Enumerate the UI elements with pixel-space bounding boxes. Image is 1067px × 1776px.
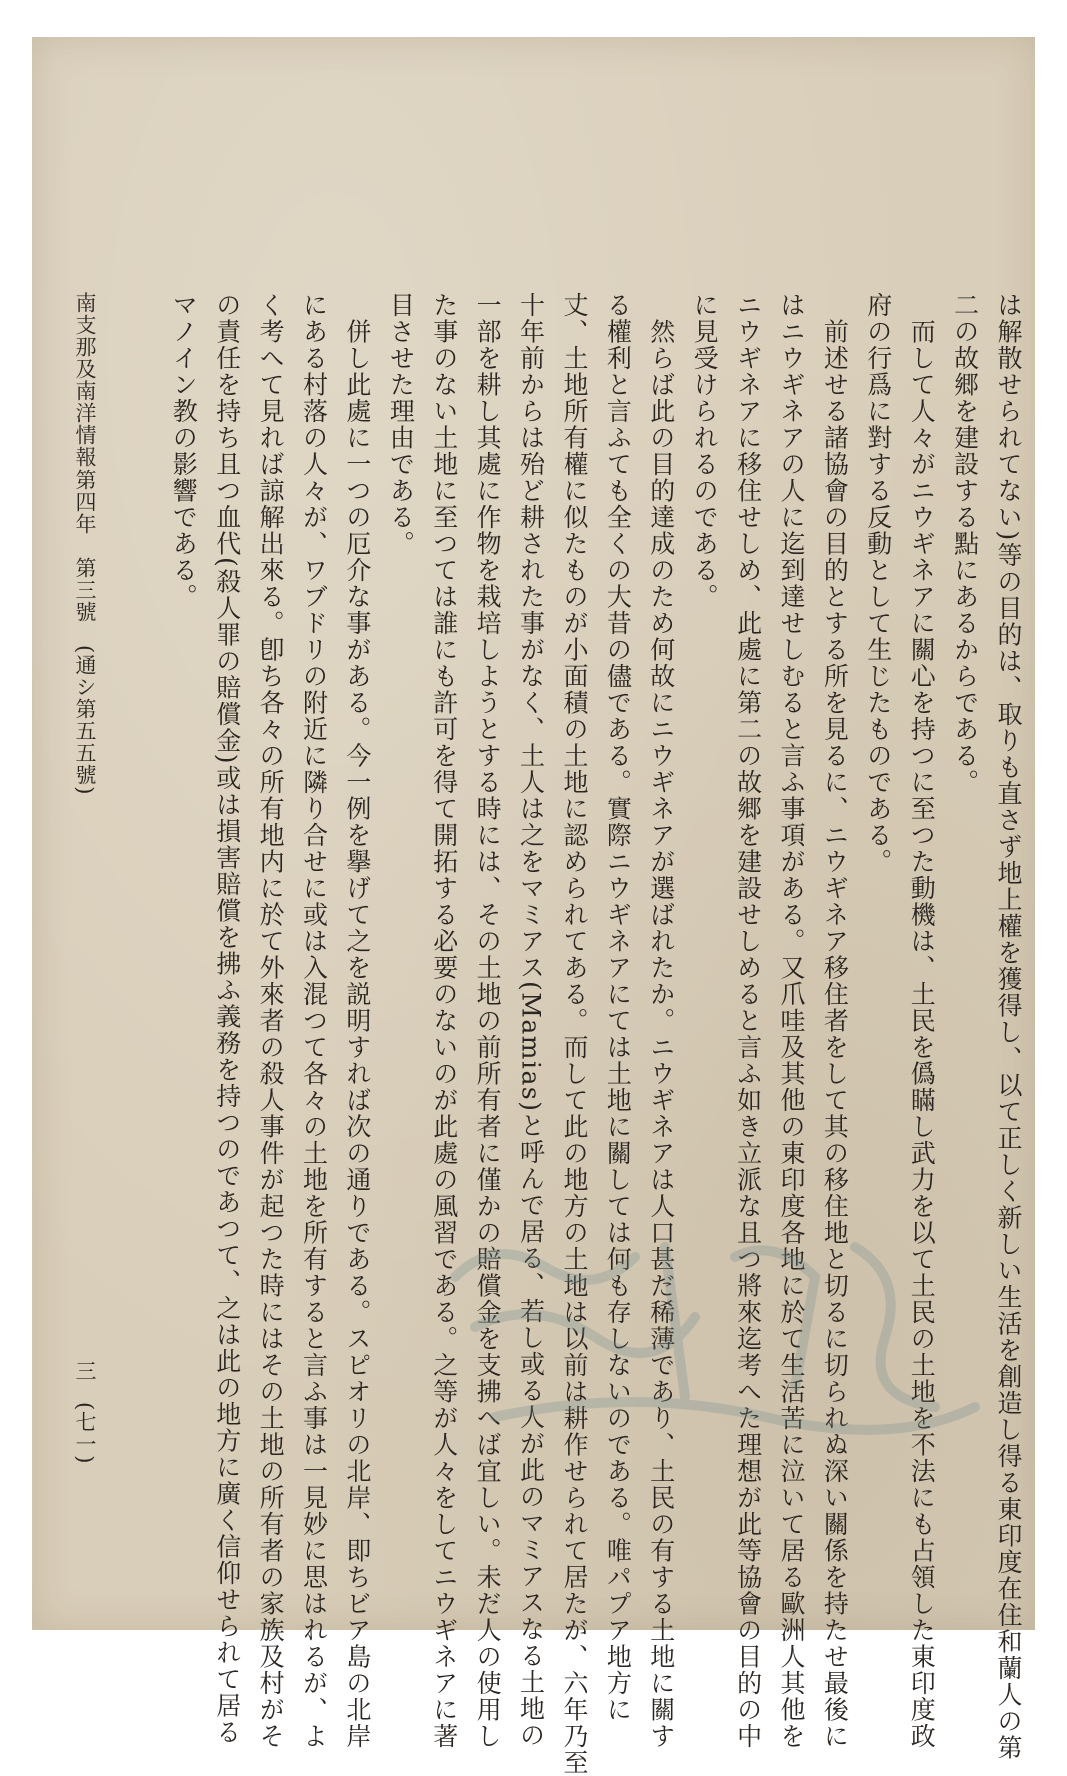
page-number: 三 bbox=[73, 1360, 97, 1382]
paragraph-line: の責任を持ち且つ血代(殺人罪の賠償金)或は損害賠償を拂ふ義務を持つのであつて、之は此の地方に廣く信仰せられて居る bbox=[212, 292, 242, 1746]
paragraph-line: 一部を耕し其處に作物を栽培しようとする時には、その土地の前所有者に僅かの賠償金を支拂へば宜しい。未だ人の使用し bbox=[473, 292, 503, 1750]
overall-page-number: (七一) bbox=[73, 1402, 97, 1465]
paragraph-line: 併し此處に一つの厄介な事がある。今一例を擧げて之を説明すれば次の通りである。スピオリの北岸、即ちビア島の北岸 bbox=[342, 292, 372, 1750]
paragraph-line: 前述せる諸協會の目的とする所を見るに、ニウギネア移住者をして其の移住地と切るに切られぬ深い關係を持たせ最後に bbox=[820, 292, 850, 1750]
paragraph-line: 府の行爲に對する反動として生じたものである。 bbox=[863, 292, 893, 875]
paragraph-line: ニウギネアに移住せしめ、此處に第二の故郷を建設せしめると言ふ如き立派な且つ將來迄考へた理想が此等協會の目的の中 bbox=[733, 292, 763, 1750]
book-page bbox=[32, 37, 1035, 1776]
paragraph-line: にある村落の人々が、ワブドリの附近に隣り合せに或は入混つて各々の土地を所有すると言ふ事は一見妙に思はれるが、よ bbox=[299, 292, 329, 1750]
paragraph-line: く考へて見れば諒解出來る。卽ち各々の所有地内に於て外來者の殺人事件が起つた時にはその土地の所有者の家族及村がそ bbox=[256, 292, 286, 1750]
paragraph-line: は解散せられてない)等の目的は、取りも直さず地上權を獲得し、以て正しく新しい生活を創造し得る東印度在住和蘭人の第 bbox=[994, 292, 1023, 1761]
journal-title: 南支那及南洋情報 bbox=[73, 292, 97, 468]
issue-info: 第四年 第三號 (通シ第五五號) bbox=[73, 469, 97, 796]
paragraph-line: 二の故郷を建設する點にあるからである。 bbox=[950, 292, 980, 796]
paragraph-line: た事のない土地に至つては誰にも許可を得て開拓する必要のないのが此處の風習である。之等が人々をしてニウギネアに著 bbox=[429, 292, 459, 1750]
paragraph-line: マノイン教の影響である。 bbox=[169, 292, 199, 610]
paragraph-line: 目させた理由である。 bbox=[386, 292, 416, 557]
library-watermark-logo bbox=[435, 1217, 995, 1477]
paragraph-line: 十年前からは殆ど耕された事がなく、土人は之をマミアス(Mamias)と呼んで居る、若し或る人が此のマミアスなる土地の bbox=[516, 292, 546, 1749]
paragraph-line: 而して人々がニウギネアに關心を持つに至つた動機は、土民を僞瞞し武力を以て土民の土地を不法にも占領した東印度政 bbox=[907, 292, 937, 1750]
paragraph-line: 丈、土地所有權に似たものが小面積の土地に認められてある。而して此の地方の土地は以前は耕作せられて居たが、六年乃至 bbox=[559, 292, 589, 1776]
paragraph-line: 然らば此の目的達成のため何故にニウギネアが選ばれたか。ニウギネアは人口甚だ稀薄であり、土民の有する土地に關す bbox=[646, 292, 676, 1750]
paragraph-line: る權利と言ふても全くの大昔の儘である。實際ニウギネアにては土地に關しては何も存しないのである。唯パプア地方に bbox=[603, 292, 633, 1723]
page-footer bbox=[68, 292, 108, 1622]
paragraph-line: に見受けられるのである。 bbox=[690, 292, 720, 610]
paragraph-line: はニウギネアの人に迄到達せしむると言ふ事項がある。又爪哇及其他の東印度各地に於て生活苦に泣いて居る歐洲人其他を bbox=[776, 292, 806, 1750]
